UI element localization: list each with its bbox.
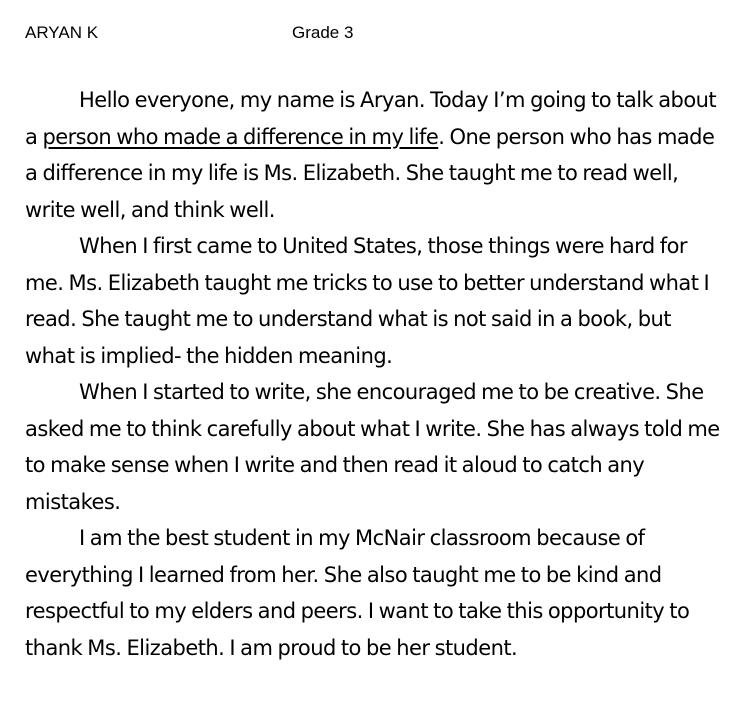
paragraph-1-rest: . One person who has made a difference in my life is Ms. Elizabeth. She taught me to read well, write well, and think well. xyxy=(25,124,715,222)
student-name: ARYAN K xyxy=(25,23,99,42)
paragraph-1-intro: Hello everyone, my name is Aryan. Today I’m going to talk about a xyxy=(25,88,717,149)
essay-body xyxy=(25,82,721,666)
essay-topic: person who made a difference in my life xyxy=(42,124,439,149)
paragraph-4: I am the best student in my McNair classroom because of everything I learned from her. She also taught me to be kind and respectful to my elders and peers. I want to take this opportunity to thank Ms. Elizabeth. I am proud to be her student. xyxy=(25,526,690,660)
paragraph-1 xyxy=(25,82,721,228)
document-header xyxy=(25,22,715,44)
paragraph-3: When I started to write, she encouraged me to be creative. She asked me to think carefully about what I write. She has always told me to make sense when I write and then read it aloud to catch any mistakes. xyxy=(25,380,720,514)
paragraph-2: When I first came to United States, those things were hard for me. Ms. Elizabeth taught me tricks to use to better understand what I read. She taught me to understand what is not said in a book, but what is implied- the hidden meaning. xyxy=(25,234,710,368)
grade-label: Grade 3 xyxy=(292,23,354,42)
